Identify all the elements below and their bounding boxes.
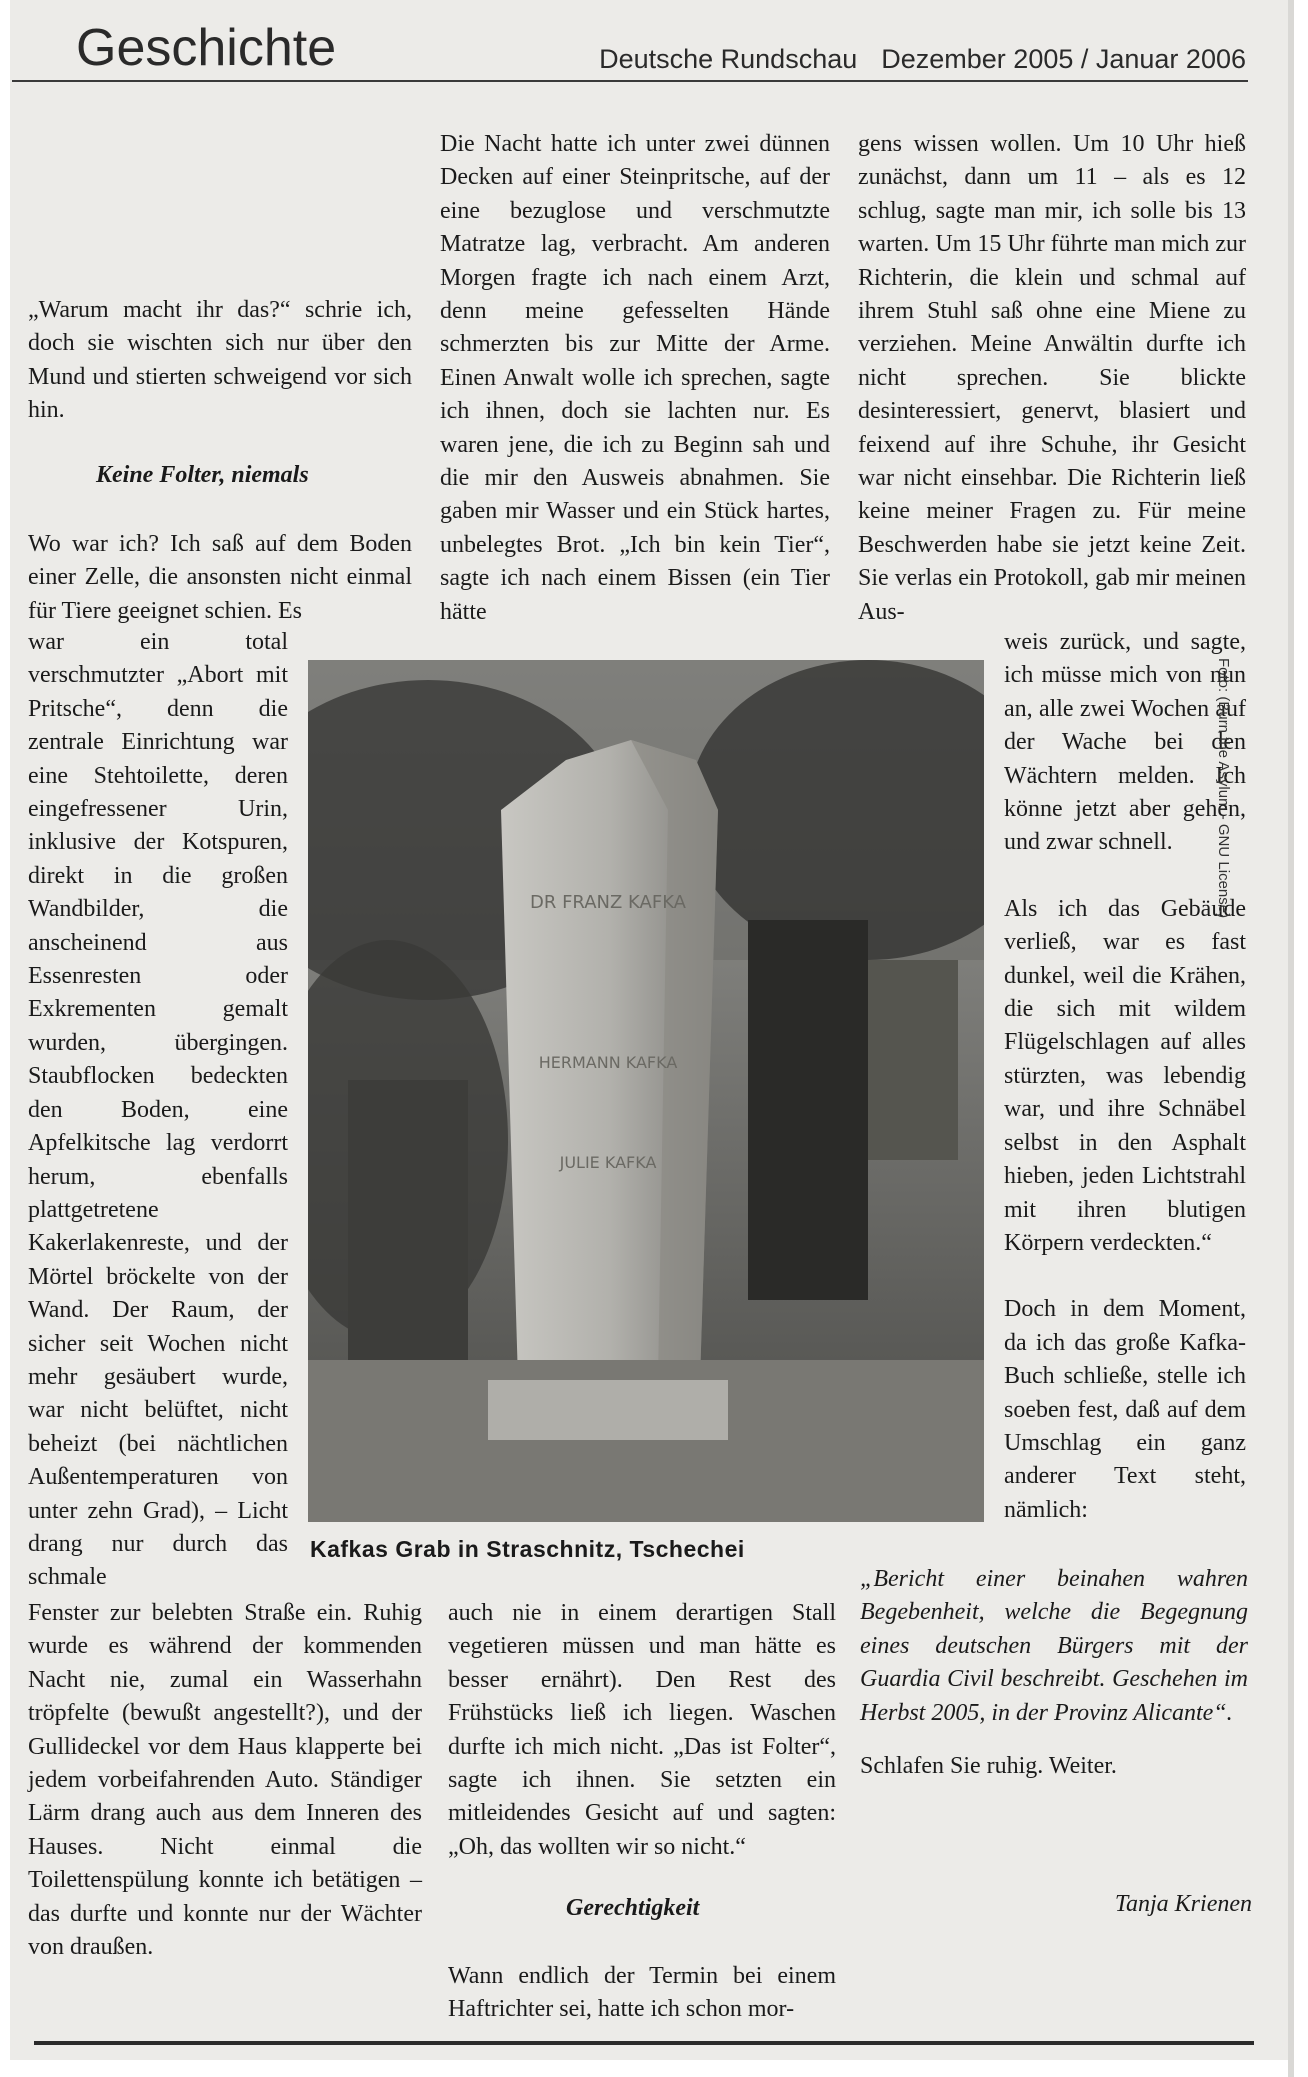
photo-credit: Foto: (Burn the Asylum - GNU License) xyxy=(1215,658,1232,919)
section-title: Geschichte xyxy=(76,19,337,77)
paragraph: Schlafen Sie ruhig. Weiter. xyxy=(860,1753,1117,1780)
publication-name: Deutsche Rundschau xyxy=(599,44,858,74)
header-rule xyxy=(12,80,1248,82)
inscription-line: HERMANN KAFKA xyxy=(538,1053,678,1072)
column-2-text xyxy=(440,128,830,629)
paragraph: Doch in dem Moment, da ich das große Kafka-Buch schließe, stelle ich soeben fest, daß auf dem Umschlag ein ganz anderer Text steht, nämlich: xyxy=(1004,1296,1246,1523)
author-byline: Tanja Krienen xyxy=(1114,1891,1252,1917)
column-2-bottom-text xyxy=(448,1597,836,1864)
column-3-text xyxy=(858,128,1246,629)
subheading-keine-folter: Keine Folter, niemals xyxy=(96,462,309,488)
paragraph: „Warum macht ihr das?“ schrie ich, doch sie wischten sich nur über den Mund und stierten schweigend vor sich hin. xyxy=(28,297,412,424)
footer-rule xyxy=(34,2041,1254,2045)
paragraph: Fenster zur belebten Straße ein. Ruhig wurde es während der kommenden Nacht nie, zumal ein Wasserhahn tröpfelte (bewußt angestellt?), und der Gullideckel vor dem Haus klapperte bei jedem vorbeifahrenden Auto. Ständiger Lärm drang auch aus dem Inneren des Hauses. Nicht einmal die Toilettenspülung konnte ich betätigen – das durfte und konnte nur der Wächter von draußen. xyxy=(28,1600,422,1961)
column-3-narrow-text xyxy=(1004,626,1246,1527)
issue-date: Dezember 2005 / Januar 2006 xyxy=(881,44,1246,74)
scan-edge xyxy=(1288,0,1294,2077)
inscription-line: DR FRANZ KAFKA xyxy=(529,892,687,913)
paragraph: Als ich das Gebäude verließ, war es fast dunkel, weil die Krähen, die sich mit wildem Flügelschlagen auf alles stürzten, was lebendig war, und ihre Schnäbel selbst in den Asphalt hieben, jeden Lichtstrahl mit ihren blutigen Körpern verdeckten.“ xyxy=(1004,895,1246,1256)
column-1-bottom-text xyxy=(28,1597,422,1964)
paragraph: weis zurück, und sagte, ich müsse mich von nun an, alle zwei Wochen auf der Wache bei den Wächtern melden. Ich könne jetzt aber gehen, und zwar schnell. xyxy=(1004,629,1246,856)
paragraph: auch nie in einem derartigen Stall vegetieren müssen und man hätte es besser ernährt). Den Rest des Frühstücks ließ ich liegen. Waschen durfte ich mich nicht. „Das ist Folter“, sagte ich ihnen. Sie setzten ein mitleidendes Gesicht auf und sagten: „Oh, das wollten wir so nicht.“ xyxy=(448,1600,836,1860)
paragraph: gens wissen wollen. Um 10 Uhr hieß zunächst, dann um 11 – als es 12 schlug, sagte man mir, ich solle bis 13 warten. Um 15 Uhr führte man mich zur Richterin, die klein und schmal auf ihrem Stuhl saß ohne eine Miene zu verziehen. Meine Anwältin durfte ich nicht sprechen. Sie blickte desinteressiert, genervt, blasiert und feixend auf ihre Schuhe, ihr Gesicht war nicht einsehbar. Die Richterin ließ keine meiner Fragen zu. Für meine Beschwerden habe sie jetzt keine Zeit. Sie verlas ein Protokoll, gab mir meinen Aus- xyxy=(858,131,1246,625)
column-1-intro xyxy=(28,294,412,428)
paragraph: Die Nacht hatte ich unter zwei dünnen Decken auf einer Steinpritsche, auf der eine bezuglose und verschmutzte Matratze lag, verbracht. Am anderen Morgen fragte ich nach einem Arzt, denn meine gefesselten Hände schmerzten bis zur Mitte der Arme. Einen Anwalt wolle ich sprechen, sagte ich ihnen, doch sie lachten nur. Es waren jene, die ich zu Beginn sah und die mir den Ausweis abnahmen. Sie gaben mir Wasser und ein Stück hartes, unbelegtes Brot. „Ich bin kein Tier“, sagte ich nach einem Bissen (ein Tier hätte xyxy=(440,131,830,625)
inscription-line: JULIE KAFKA xyxy=(559,1153,657,1172)
paragraph: war ein total verschmutzter „Abort mit Pritsche“, denn die zentrale Einrichtung war eine Stehtoilette, deren eingefressener Urin, inklusive der Kotspuren, direkt in die großen Wandbilder, die anscheinend aus Essenresten oder Exkrementen gemalt wurden, übergingen. Staubflocken bedeckten den Boden, eine Apfelkitsche lag verdorrt herum, ebenfalls plattgetretene Kakerlakenreste, und der Mörtel bröckelte von der Wand. Der Raum, der sicher seit Wochen nicht mehr gesäubert wurde, war nicht belüftet, nicht beheizt (bei nächtlichen Außentemperaturen von unter zehn Grad), – Licht drang nur durch das schmale xyxy=(28,629,288,1591)
column-3-bottom-text xyxy=(860,1563,1248,1783)
photo-caption: Kafkas Grab in Straschnitz, Tschechei xyxy=(310,1536,745,1562)
column-2-end-text xyxy=(448,1960,836,2027)
column-1-text xyxy=(28,528,412,628)
subheading-gerechtigkeit: Gerechtigkeit xyxy=(566,1895,700,1921)
paragraph: Wo war ich? Ich saß auf dem Boden einer Zelle, die ansonsten nicht einmal für Tiere geeignet schien. Es xyxy=(28,531,412,624)
kafka-grave-photo xyxy=(308,660,984,1522)
header-meta xyxy=(599,44,1246,75)
book-subtitle-quote: „Bericht einer beinahen wahren Begebenheit, welche die Begegnung eines deutschen Bürgers mit der Guardia Civil beschreibt. Geschehen im Herbst 2005, in der Provinz Alicante“. xyxy=(860,1566,1248,1726)
photo-image xyxy=(308,660,984,1522)
column-1-narrow-text xyxy=(28,626,288,1595)
paragraph: Wann endlich der Termin bei einem Haftrichter sei, hatte ich schon mor- xyxy=(448,1963,836,2023)
